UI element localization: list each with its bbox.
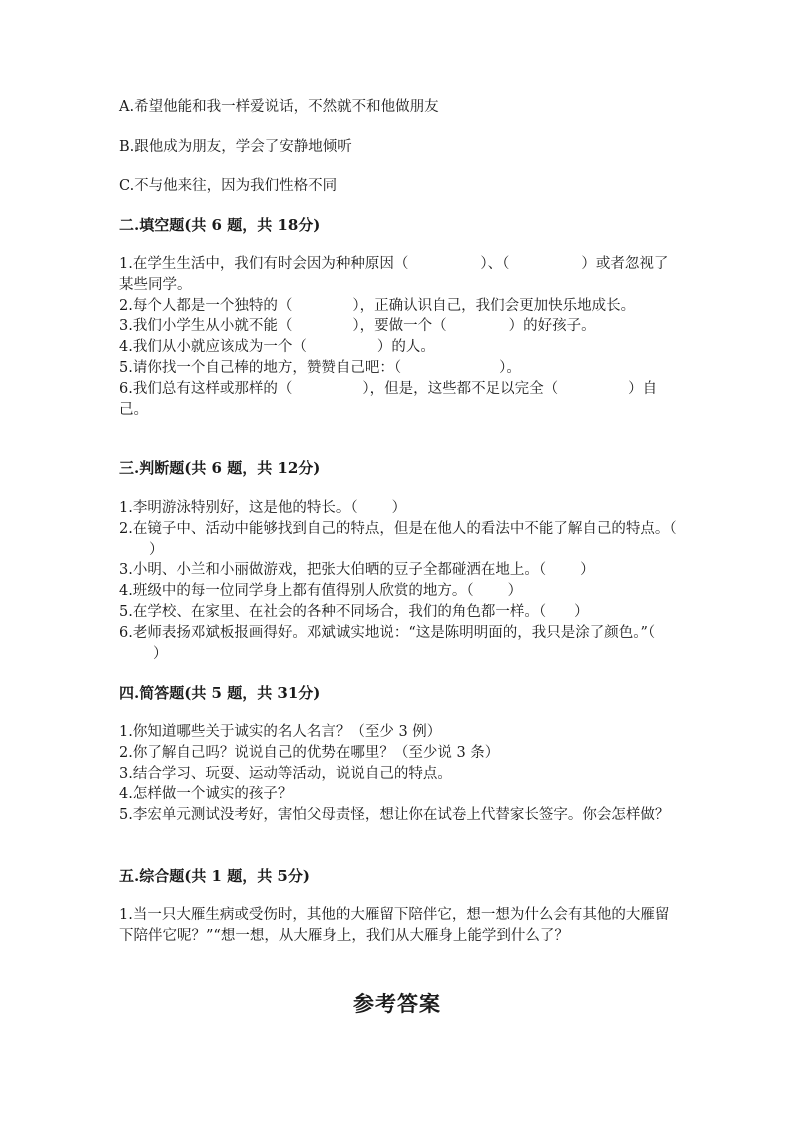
answer-key-title: 参考答案 [353,991,441,1016]
question-item: 4.我们从小就应该成为一个（ ）的人。 [119,339,435,356]
question-item: 1.李明游泳特别好，这是他的特长。（ ） [119,500,407,516]
question-item: 4.怎样做一个诚实的孩子？ [119,786,293,803]
fill-blank-list [119,254,679,420]
question-item: 1.你知道哪些关于诚实的名人名言？（至少 3 例） [119,724,442,740]
question-item: 3.结合学习、玩耍、运动等活动，说说自己的特点。 [119,765,452,782]
option-c: C.不与他来往，因为我们性格不同 [119,178,338,194]
section-heading-short-answer: 四.简答题(共 5 题，共 31分) [119,684,321,702]
question-item: 6.我们总有这样或那样的（ ），但是，这些都不足以完全（ ）自己。 [119,380,658,418]
question-item: 5.在学校、在家里、在社会的各种不同场合，我们的角色都一样。（ ） [119,603,589,620]
question-item: 5.请你找一个自己棒的地方，赞赞自己吧：（ ）。 [119,359,521,376]
option-a: A.希望他能和我一样爱说话，不然就不和他做朋友 [119,99,439,115]
section-heading-true-false: 三.判断题(共 6 题，共 12分) [119,459,321,477]
question-item: 2.每个人都是一个独特的（ ），正确认识自己，我们会更加快乐地成长。 [119,297,636,314]
question-item: 5.李宏单元测试没考好，害怕父母责怪，想让你在试卷上代替家长签字。你会怎样做？ [119,807,670,824]
question-item: 1.当一只大雁生病或受伤时，其他的大雁留下陪伴它，想一想为什么会有其他的大雁留下陪伴它呢？”“想一想，从大雁身上，我们从大雁身上能学到什么了？ [119,907,670,944]
question-item: 3.我们小学生从小就不能（ ），要做一个（ ）的好孩子。 [119,318,596,335]
comprehensive-list [119,905,679,947]
section-heading-comprehensive: 五.综合题(共 1 题，共 5分) [119,867,310,885]
question-item: 1.在学生生活中，我们有时会因为种种原因（ ）、（ ）或者忽视了某些同学。 [119,256,669,293]
question-item: 3.小明、小兰和小丽做游戏，把张大伯晒的豆子全都碰洒在地上。（ ） [119,562,595,579]
question-item: 4.班级中的每一位同学身上都有值得别人欣赏的地方。（ ） [119,583,523,600]
question-item: 2.你了解自己吗？说说自己的优势在哪里？（至少说 3 条） [119,744,500,761]
question-item: 6.老师表扬邓斌板报画得好。邓斌诚实地说：“这是陈明明面的，我只是涂了颜色。”（） [119,624,656,662]
true-false-list [119,498,679,664]
option-b: B.跟他成为朋友，学会了安静地倾听 [119,139,352,155]
section-heading-fill-blank: 二.填空题(共 6 题，共 18分) [119,216,321,234]
question-item: 2.在镜子中、活动中能够找到自己的特点，但是在他人的看法中不能了解自己的特点。（） [119,520,677,558]
short-answer-list [119,722,679,826]
